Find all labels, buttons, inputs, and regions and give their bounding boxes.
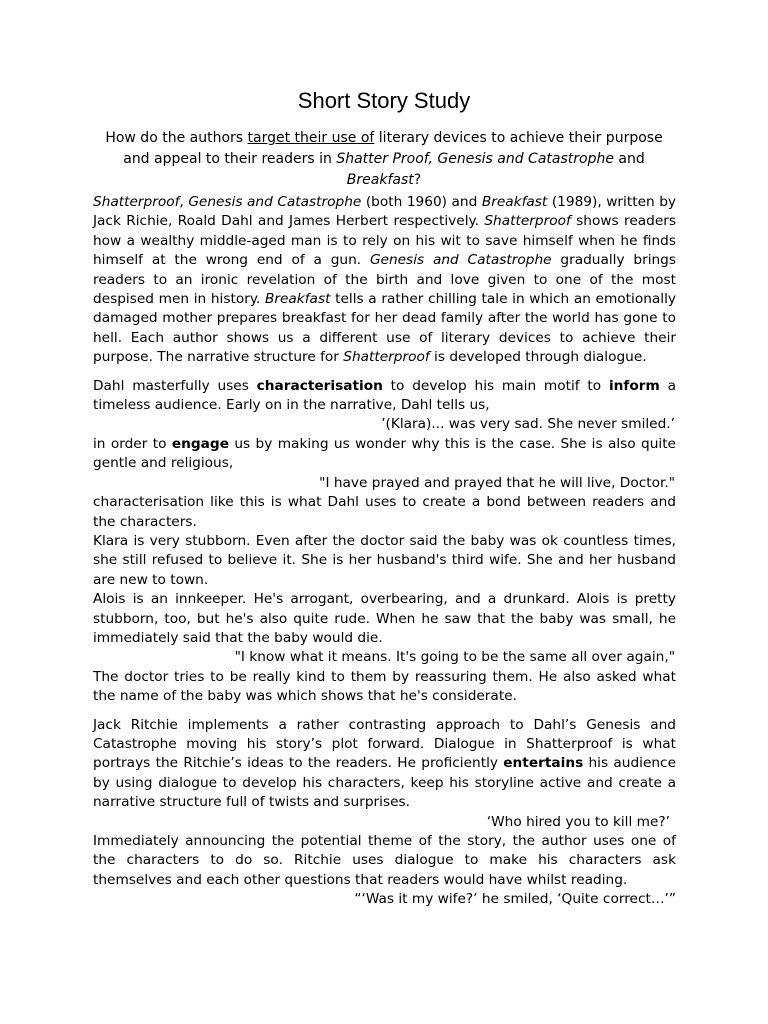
story-title: Shatterproof	[93, 194, 180, 210]
question-underlined-text: target their use of	[247, 130, 375, 146]
doctor-paragraph: The doctor tries to be really kind to them by reassuring them. He also asked what the name of the baby was which shows that he's considerate.	[93, 668, 676, 705]
dahl-text: in order to	[93, 435, 172, 452]
intro-paragraph	[93, 193, 676, 368]
story-title: Shatterproof	[484, 213, 571, 230]
intro-text: (both 1960) and	[361, 194, 482, 210]
ritchie-dialogue-paragraph: Immediately announcing the potential theme of the story, the author uses one of the characters to do so. Ritchie uses dialogue to make his characters ask themselves and each other questions that readers would have whilst reading.	[93, 833, 676, 888]
klara-paragraph: Klara is very stubborn. Even after the doctor said the baby was ok countless times, she still refused to believe it. She is her husband's third wife. She and her husband are new to town.	[93, 532, 676, 588]
question-text: ?	[413, 172, 422, 188]
essay-question	[92, 128, 676, 191]
alois-paragraph: Alois is an innkeeper. He's arrogant, overbearing, and a drunkard. Alois is pretty stubborn, too, but he's also quite rude. When he saw that the baby was small, he immediately said that the baby would die.	[93, 591, 676, 646]
question-text: How do the authors	[105, 130, 248, 146]
question-story-title: Breakfast	[346, 172, 414, 188]
essay-body	[93, 193, 676, 910]
quote-wife: “‘Was it my wife?’ he smiled, ‘Quite correct…’”	[354, 891, 676, 908]
question-text: and	[613, 151, 645, 167]
quote-who-hired: ‘Who hired you to kill me?’	[486, 813, 670, 830]
dahl-text: Dahl masterfully uses	[93, 377, 257, 394]
page-title: Short Story Study	[297, 88, 471, 113]
story-title: Genesis and Catastrophe	[188, 194, 362, 210]
intro-text: gradually brings readers to an ironic revelation of the birth and love given to one of the most despised men in history.	[93, 252, 676, 308]
intro-text: tells a rather chilling tale in which an emotionally damaged mother prepares breakfast for her dead family after the world has gone to hell. Each author shows us a different use of literary devices to achieve their purpose. The narrative structure for	[93, 291, 676, 366]
ritchie-text: Jack Ritchie implements a rather contrasting approach to Dahl’s Genesis and Catastrophe moving his story’s plot forward. Dialogue in Shatterproof is what portrays the Ritchie’s ideas to the readers. He proficiently	[93, 716, 676, 772]
dahl-paragraph	[93, 377, 676, 416]
key-term: inform	[608, 377, 660, 394]
intro-text: (1989), written by Jack Richie, Roald Dahl and James Herbert respectively.	[93, 194, 677, 230]
story-title: Genesis and Catastrophe	[369, 252, 552, 269]
dahl-bond-line: characterisation like this is what Dahl uses to create a bond between readers and the characters.	[93, 494, 676, 530]
key-term: entertains	[503, 755, 584, 772]
ritchie-text: his audience by using dialogue to develop his characters, keep his storyline active and create a narrative structure full of twists and surprises.	[93, 755, 676, 811]
intro-text: shows readers how a wealthy middle-aged man is to rely on his wit to save himself when he finds himself at the wrong end of a gun.	[93, 213, 676, 269]
story-title: Shatterproof	[343, 349, 430, 366]
quote-klara: ’(Klara)... was very sad. She never smiled.’	[381, 416, 675, 433]
story-title: Breakfast	[481, 194, 548, 210]
story-title: Breakfast	[264, 291, 331, 308]
key-term: characterisation	[256, 377, 383, 394]
dahl-text: us by making us wonder why this is the case. She is also quite gentle and religious,	[93, 435, 676, 472]
quote-prayer: "I have prayed and prayed that he will live, Doctor."	[319, 474, 675, 491]
intro-text: is developed through dialogue.	[429, 349, 647, 366]
dahl-text: a timeless audience. Early on in the narrative, Dahl tells us,	[93, 377, 676, 414]
quote-alois: "I know what it means. It's going to be the same all over again,"	[234, 649, 675, 666]
dahl-engage-line	[93, 435, 676, 474]
ritchie-paragraph	[93, 716, 676, 813]
question-story-titles: Shatter Proof, Genesis and Catastrophe	[336, 151, 614, 167]
question-text: literary devices to achieve their purpose and appeal to their readers in	[123, 130, 663, 167]
dahl-text: to develop his main motif to	[382, 377, 609, 394]
intro-text: ,	[179, 194, 189, 210]
key-term: engage	[171, 435, 229, 452]
